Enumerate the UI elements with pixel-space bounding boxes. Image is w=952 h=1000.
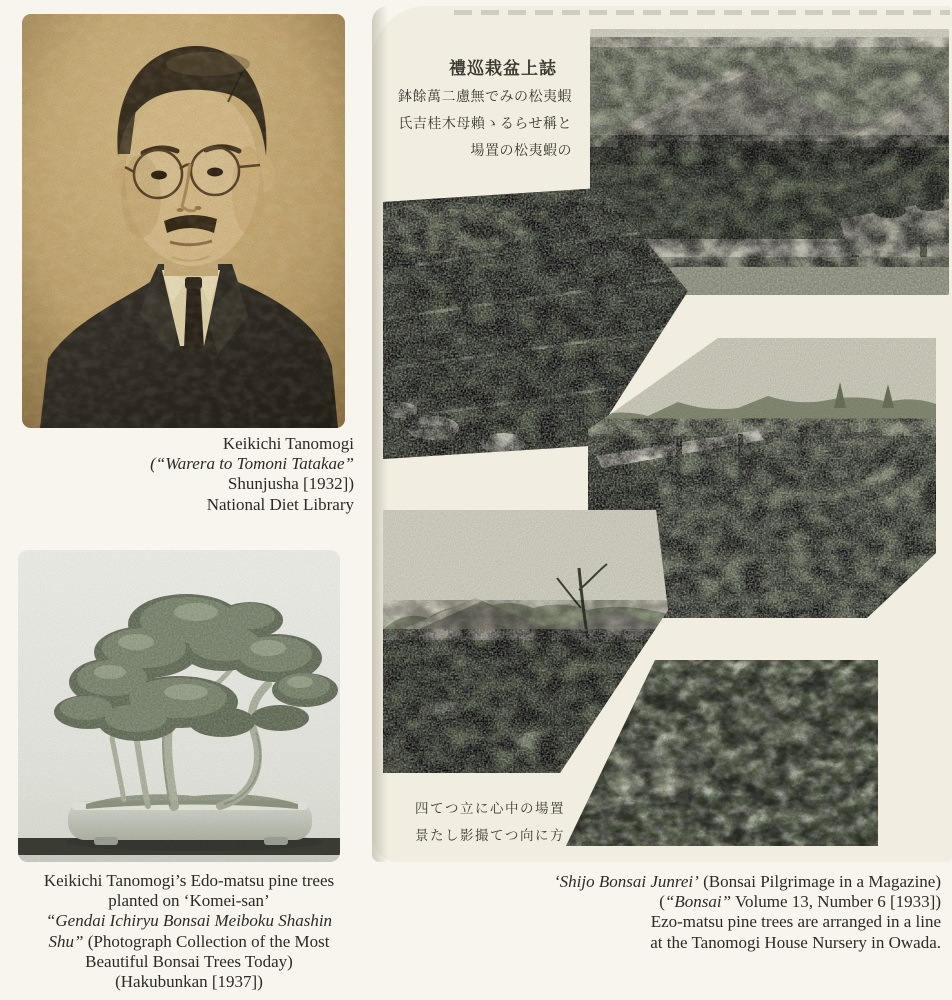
- japanese-title-block: [380, 54, 572, 165]
- caption-text: National Diet Library: [206, 494, 354, 514]
- portrait-photo: [22, 14, 345, 428]
- caption-text: Shu”: [48, 931, 84, 951]
- caption-portrait: [58, 434, 354, 515]
- caption-text: planted on ‘Komei-san’: [108, 891, 270, 911]
- caption-line: [2, 972, 376, 992]
- caption-text: Beautiful Bonsai Trees Today): [85, 951, 293, 971]
- caption-text: (Bonsai Pilgrimage in a Magazine): [698, 872, 941, 891]
- portrait-illustration: [22, 14, 345, 428]
- caption-text: Volume 13, Number 6 [1933]): [731, 892, 941, 912]
- caption-text: Keikichi Tanomogi: [222, 434, 354, 453]
- caption-line: [58, 454, 354, 474]
- caption-magazine: [500, 872, 941, 953]
- japanese-text-line: 場置の松夷蝦の: [470, 144, 572, 159]
- caption-line: [58, 495, 354, 515]
- caption-text: (Photograph Collection of the Most: [83, 931, 330, 951]
- caption-line: [2, 911, 376, 931]
- caption-text: Ezo-matsu pine trees are arranged in a line: [650, 912, 941, 932]
- bonsai-photo: [18, 550, 340, 862]
- japanese-title: 禮巡栽盆上誌: [449, 59, 557, 78]
- caption-text: Shunjusha [1932]): [227, 474, 354, 494]
- caption-bonsai: [2, 871, 376, 992]
- caption-line: [2, 932, 376, 952]
- scan-edge-dots: [454, 10, 950, 15]
- caption-text: Keikichi Tanomogi’s Edo-matsu pine trees: [43, 871, 335, 890]
- japanese-text-line: 景たし影撮てつ向に方: [415, 828, 565, 843]
- bonsai-illustration: [18, 550, 340, 862]
- caption-text: (Hakubunkan [1937]): [115, 972, 263, 992]
- caption-text: “Bonsai”: [664, 892, 732, 912]
- caption-line: [2, 871, 376, 891]
- japanese-text-line: 鉢餘萬二慮無でみの松夷蝦: [398, 90, 572, 105]
- caption-line: [58, 474, 354, 494]
- caption-line: [2, 952, 376, 972]
- japanese-bottom-caption: [415, 795, 565, 849]
- caption-text: at the Tanomogi House Nursery in Owada.: [650, 932, 941, 952]
- caption-line: [500, 872, 941, 892]
- caption-line: [500, 912, 941, 932]
- caption-text: (: [659, 892, 665, 912]
- caption-line: [58, 434, 354, 454]
- caption-text: ‘Shijo Bonsai Junrei’: [554, 872, 699, 891]
- japanese-text-line: 氏吉桂木母賴ゝるらせ稱と: [398, 117, 572, 132]
- japanese-text-line: 四てつ立に心中の場置: [415, 801, 565, 816]
- caption-line: [500, 892, 941, 912]
- caption-line: [500, 933, 941, 953]
- caption-text: “Gendai Ichiryu Bonsai Meiboku Shashin: [45, 911, 333, 931]
- magazine-scan-panel: [372, 6, 952, 862]
- caption-line: [2, 891, 376, 911]
- caption-text: (“Warera to Tomoni Tatakae”: [150, 454, 354, 474]
